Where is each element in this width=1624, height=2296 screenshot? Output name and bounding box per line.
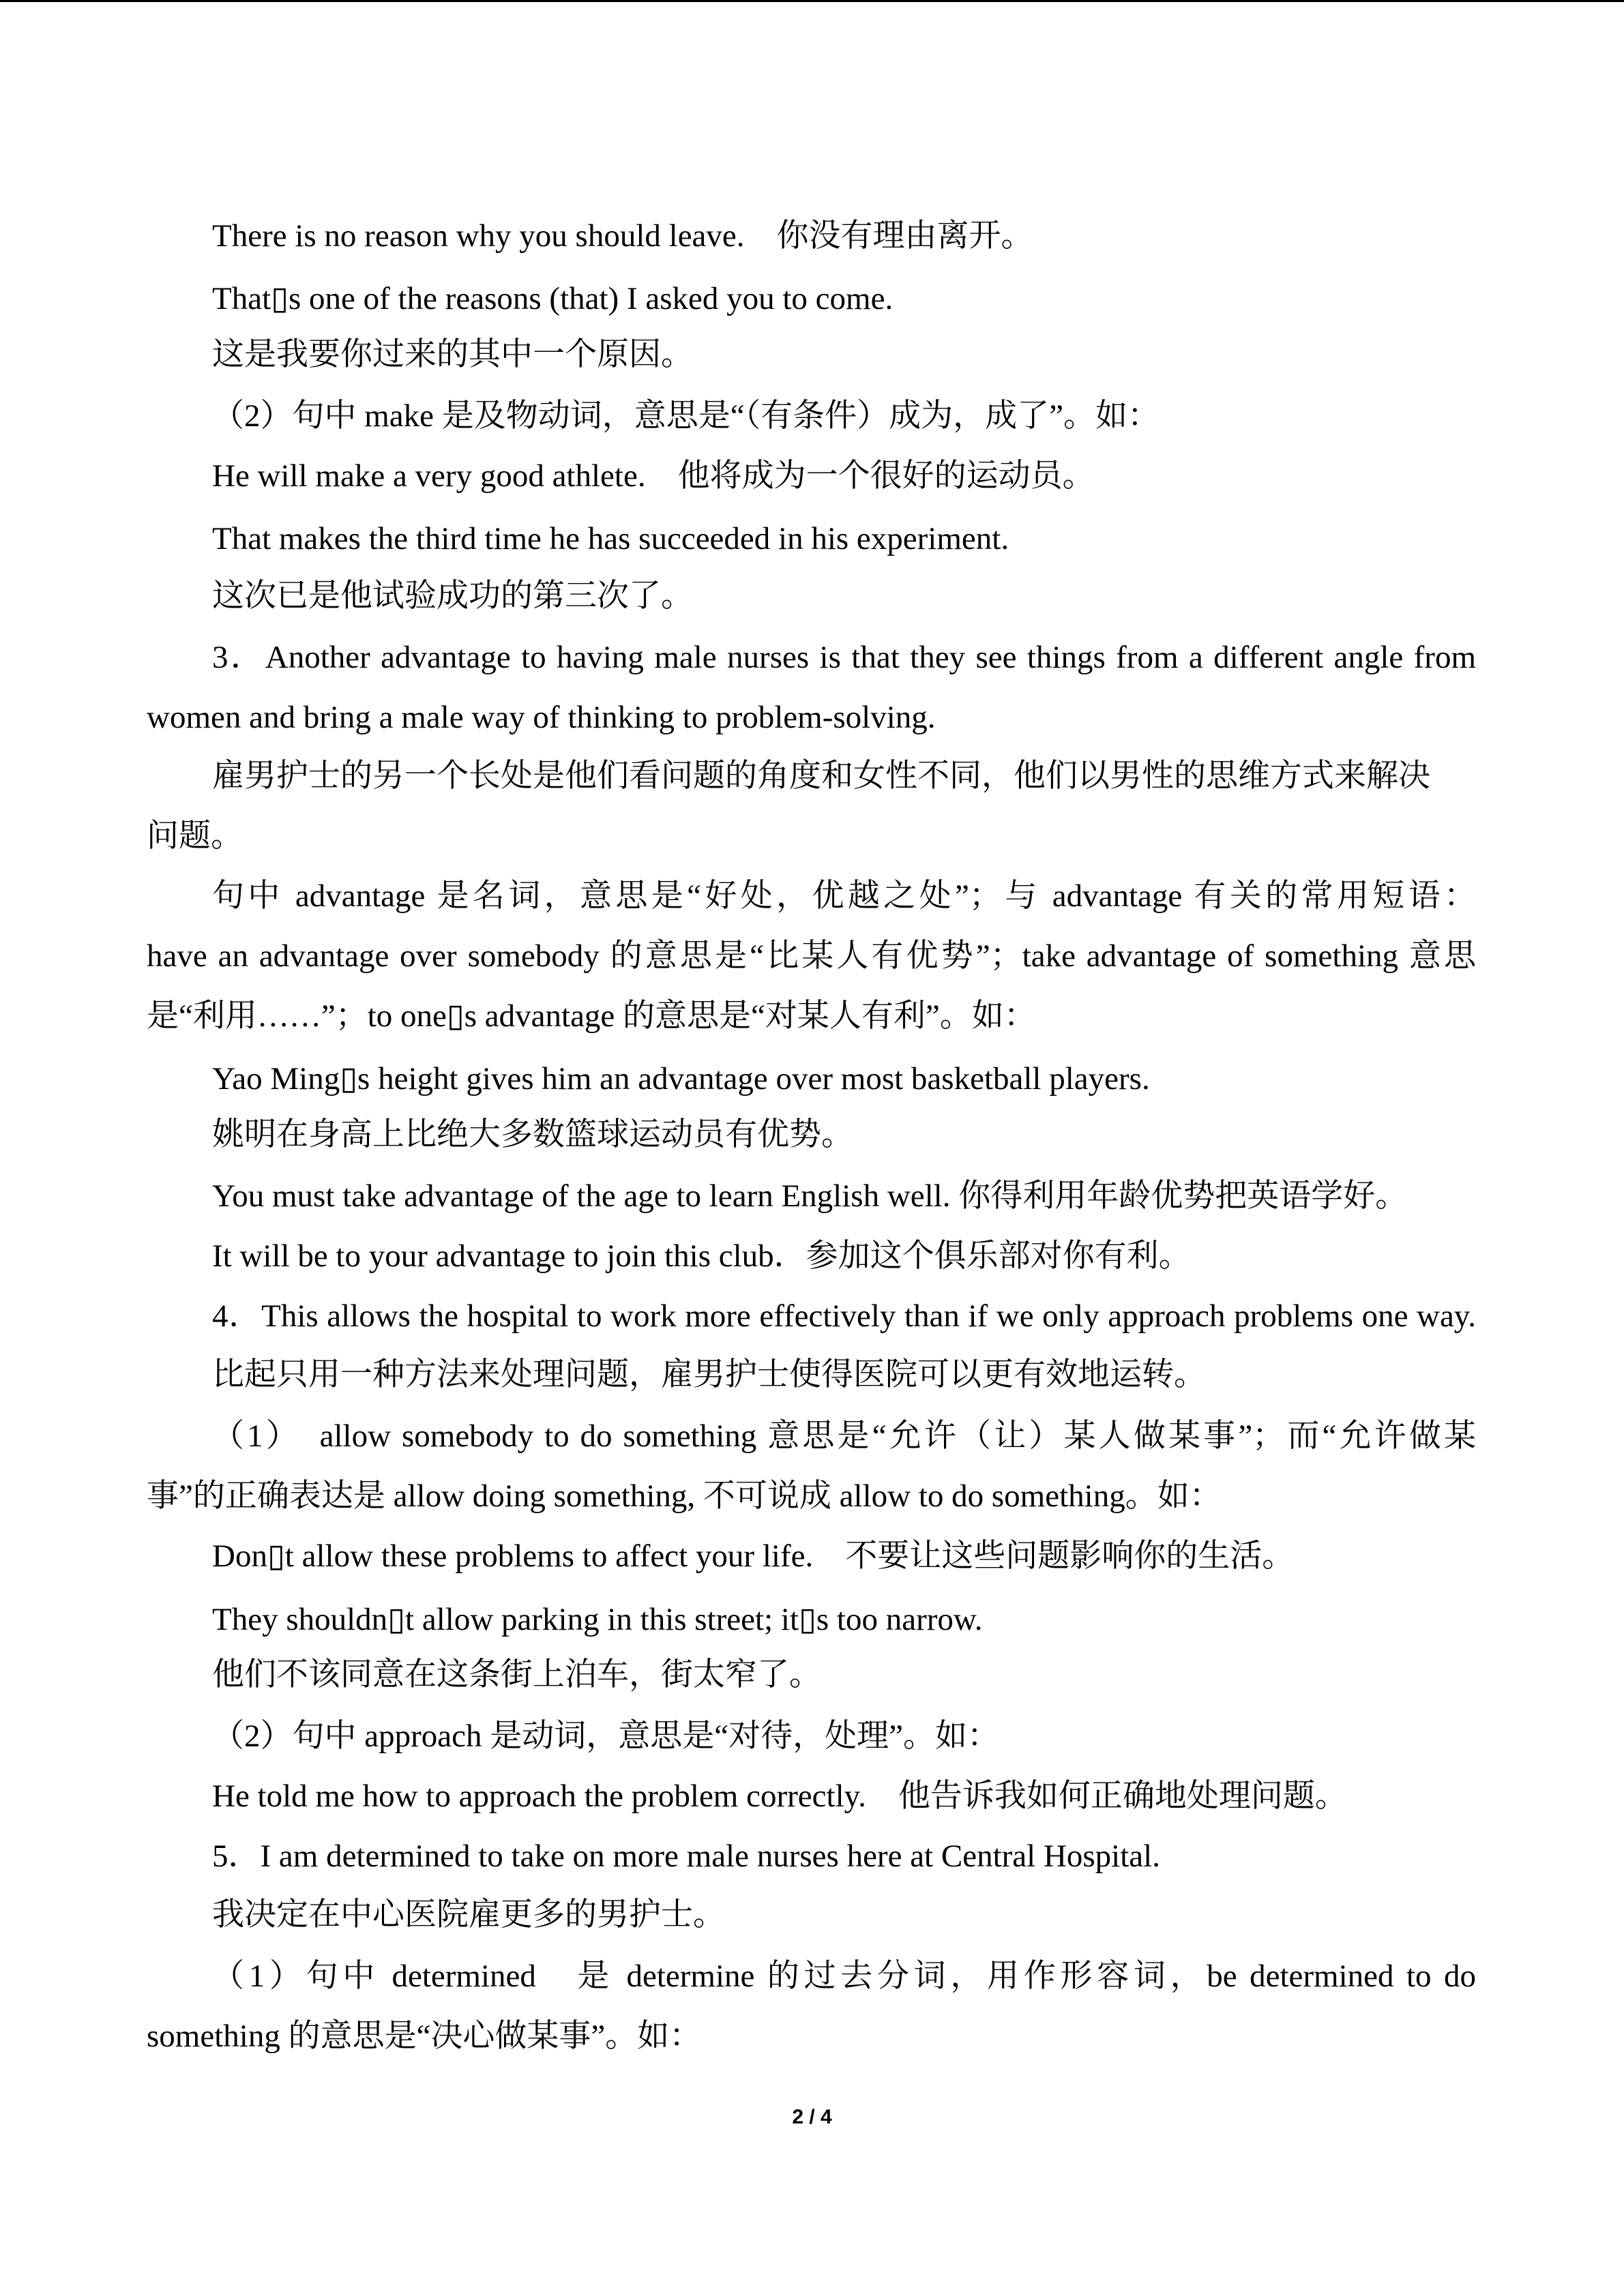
example-sentence: There is no reason why you should leave. 你没有理由离开。	[212, 218, 1033, 254]
key-sentence-3-continued: women and bring a male way of thinking to problem-solving.	[147, 700, 936, 735]
example-sentence: It will be to your advantage to join this club．参加这个俱乐部对你有利。	[212, 1238, 1191, 1274]
explanation-line: （2）句中 approach 是动词，意思是“对待，处理”。如：	[212, 1718, 999, 1754]
explanation-line: （1） allow somebody to do something 意思是“允许（让）某人做某事”；而“允许做某	[212, 1418, 1476, 1454]
page-number: 2 / 4	[792, 2106, 832, 2128]
explanation-line: 是“利用……”；to one▯s advantage 的意思是“对某人有利”。如：	[147, 998, 1036, 1034]
example-translation: 他们不该同意在这条街上泊车，街太窄了。	[212, 1657, 821, 1693]
explanation-line: （1）句中 determined 是 determine 的过去分词，用作形容词，be determined to do	[212, 1958, 1476, 1994]
example-sentence: He told me how to approach the problem correctly. 他告诉我如何正确地处理问题。	[212, 1778, 1347, 1814]
key-sentence-4: 4．This allows the hospital to work more effectively than if we only approach problems one way.	[212, 1298, 1476, 1334]
key-sentence-5-translation: 我决定在中心医院雇更多的男护士。	[212, 1897, 725, 1933]
explanation-line: （2）句中 make 是及物动词，意思是“（有条件）成为，成了”。如：	[212, 398, 1160, 434]
explanation-line: something 的意思是“决心做某事”。如：	[147, 2018, 702, 2054]
example-translation: 这是我要你过来的其中一个原因。	[212, 337, 693, 372]
example-sentence: Yao Ming▯s height gives him an advantage over most basketball players.	[212, 1061, 1150, 1097]
example-sentence: Don▯t allow these problems to affect your life. 不要让这些问题影响你的生活。	[212, 1538, 1295, 1574]
explanation-line: 事”的正确表达是 allow doing something, 不可说成 allow to do something。如：	[147, 1478, 1222, 1514]
key-sentence-4-translation: 比起只用一种方法来处理问题，雇男护士使得医院可以更有效地运转。	[212, 1357, 1206, 1392]
example-translation: 这次已是他试验成功的第三次了。	[212, 578, 693, 614]
explanation-line: have an advantage over somebody 的意思是“比某人有优势”；take advantage of something 意思	[147, 938, 1476, 974]
key-sentence-3-translation-continued: 问题。	[147, 818, 243, 854]
example-sentence: That makes the third time he has succeeded in his experiment.	[212, 521, 1009, 556]
key-sentence-3: 3．Another advantage to having male nurses is that they see things from a different angle from	[212, 640, 1476, 675]
top-border-rule	[0, 0, 1624, 2]
example-sentence: That▯s one of the reasons (that) I asked you to come.	[212, 281, 894, 316]
explanation-line: 句中 advantage 是名词，意思是“好处，优越之处”；与 advantage 有关的常用短语：	[212, 878, 1476, 914]
example-sentence: They shouldn▯t allow parking in this street; it▯s too narrow.	[212, 1602, 983, 1637]
example-translation: 姚明在身高上比绝大多数篮球运动员有优势。	[212, 1117, 853, 1152]
key-sentence-3-translation: 雇男护士的另一个长处是他们看问题的角度和女性不同，他们以男性的思维方式来解决	[212, 758, 1430, 794]
example-sentence: You must take advantage of the age to learn English well. 你得利用年龄优势把英语学好。	[212, 1178, 1408, 1214]
example-sentence: He will make a very good athlete. 他将成为一个很好的运动员。	[212, 458, 1095, 494]
key-sentence-5: 5．I am determined to take on more male nurses here at Central Hospital.	[212, 1838, 1160, 1874]
